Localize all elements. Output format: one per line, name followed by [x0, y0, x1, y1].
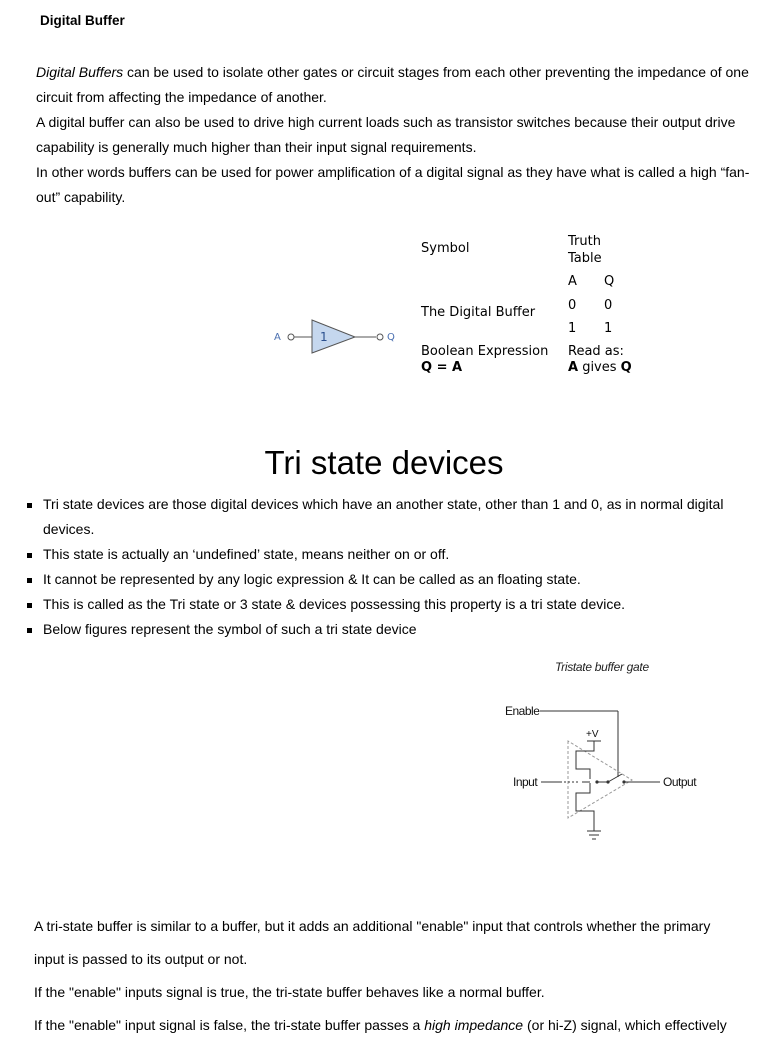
- upper-transistor-path: [576, 741, 594, 779]
- enable-label: Enable: [505, 704, 540, 718]
- truth-table-label: [568, 233, 602, 267]
- read-as-text: [568, 360, 632, 376]
- read-as-block: [568, 344, 632, 376]
- read-as-label: Read as:: [568, 344, 624, 359]
- truth-table-header-q: Q: [604, 274, 615, 289]
- tristate-buffer-diagram: [500, 695, 710, 850]
- switch-arm: [608, 774, 622, 782]
- buffer-outline-dashed: [568, 741, 632, 818]
- truth-table-row-1-q: 0: [604, 298, 613, 313]
- truth-table-row-1-a: 0: [568, 298, 577, 313]
- section-heading: Digital Buffer: [40, 13, 125, 28]
- lower-transistor-path: [576, 783, 594, 823]
- outro-line-2: input is passed to its output or not.: [34, 951, 248, 967]
- list-item: Below figures represent the symbol of such a tri state device: [24, 617, 744, 642]
- list-item: This state is actually an ‘undefined’ state, means neither on or off.: [24, 542, 744, 567]
- outro-line-4-emphasis: high impedance: [424, 1017, 524, 1033]
- outro-line-3: If the "enable" inputs signal is true, the tri-state buffer behaves like a normal buffer.: [34, 984, 545, 1000]
- boolean-expression-label: Boolean Expression: [421, 344, 549, 359]
- outro-line-1: A tri-state buffer is similar to a buffer, but it adds an additional "enable" input that controls whether the primary: [34, 918, 711, 934]
- buffer-output-label: Q: [387, 332, 395, 343]
- truth-table-row-2-q: 1: [604, 321, 613, 336]
- intro-paragraph-2: A digital buffer can also be used to drive high current loads such as transistor switches because their output drive capability is generally much higher than their input signal requirements.: [36, 114, 736, 155]
- tristate-figure-caption: Tristate buffer gate: [555, 660, 649, 674]
- truth-table-row-2-a: 1: [568, 321, 577, 336]
- outro-line-4: [34, 1009, 754, 1042]
- buffer-symbol: [260, 310, 410, 360]
- read-as-q: Q: [620, 360, 632, 375]
- truth-table-label-line1: Truth: [568, 234, 601, 249]
- tri-state-bullet-list: [24, 492, 744, 642]
- buffer-input-terminal: [288, 334, 294, 340]
- intro-paragraph-1-text: can be used to isolate other gates or circuit stages from each other preventing the impedance of one circuit from affecting the impedance of another.: [36, 64, 749, 105]
- intro-paragraph-1: [36, 60, 751, 110]
- section-title: Tri state devices: [264, 444, 504, 481]
- intro-term: Digital Buffers: [36, 64, 124, 80]
- intro-paragraph-3: In other words buffers can be used for power amplification of a digital signal as they have what is called a high “fan-out” capability.: [36, 164, 750, 205]
- boolean-expression: Q = A: [421, 360, 463, 375]
- truth-table-header-a: A: [568, 274, 577, 289]
- input-label: Input: [513, 775, 538, 789]
- list-item: Tri state devices are those digital devices which have an another state, other than 1 and 0, as in normal digital devices.: [24, 492, 744, 542]
- device-name: The Digital Buffer: [421, 305, 536, 320]
- outro-line-4-start: If the "enable" input signal is false, the tri-state buffer passes a: [34, 1017, 425, 1033]
- outro-paragraphs: [34, 910, 754, 1042]
- buffer-input-label: A: [274, 332, 281, 343]
- read-as-a: A: [568, 360, 579, 375]
- list-item: This is called as the Tri state or 3 state & devices possessing this property is a tri state device.: [24, 592, 744, 617]
- buffer-output-terminal: [377, 334, 383, 340]
- intro-paragraphs: [36, 60, 751, 210]
- buffer-gate-label: 1: [320, 330, 328, 344]
- list-item: It cannot be represented by any logic expression & It can be called as an floating state.: [24, 567, 744, 592]
- symbol-label: Symbol: [421, 241, 470, 256]
- buffer-triangle: [312, 320, 355, 353]
- vplus-label: +V: [586, 729, 599, 740]
- outro-line-4-end: (or hi-Z) signal, which effectively: [523, 1017, 727, 1033]
- output-label: Output: [663, 775, 697, 789]
- read-as-gives: gives: [578, 360, 621, 375]
- truth-table-label-line2: Table: [568, 251, 602, 266]
- boolean-expression-block: [421, 344, 548, 376]
